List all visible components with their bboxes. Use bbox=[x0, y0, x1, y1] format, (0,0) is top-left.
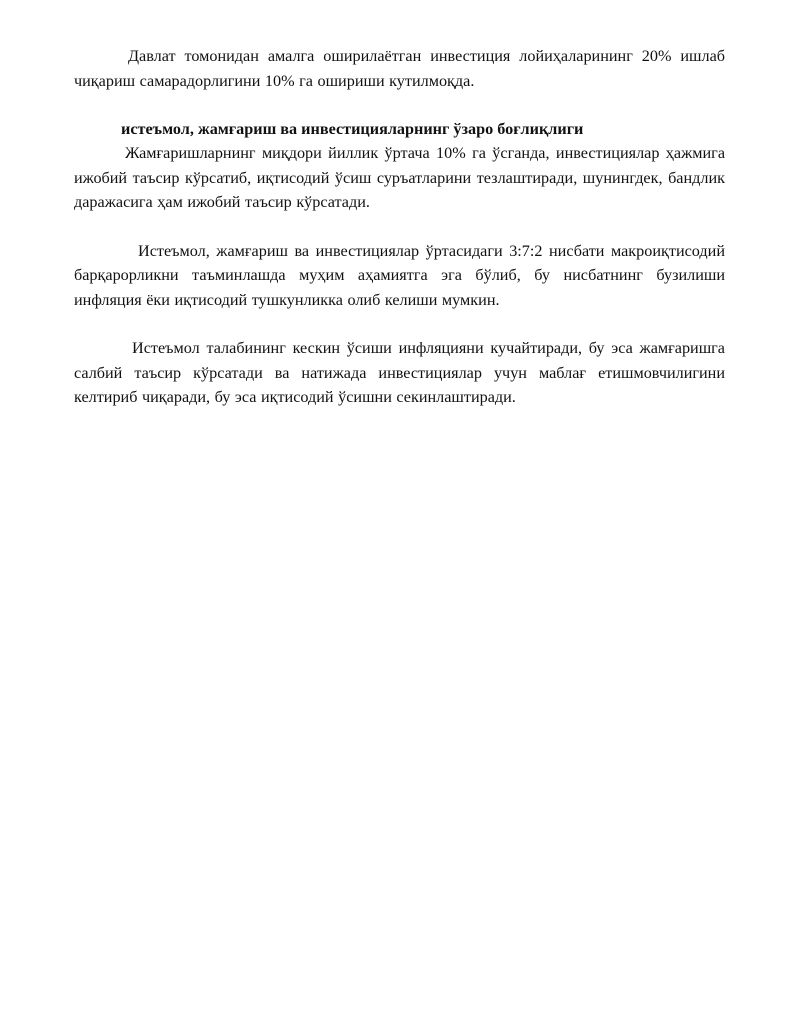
document-page bbox=[74, 44, 725, 410]
body-paragraph-savings: Жамғаришларнинг миқдори йиллик ўртача 10% га ўсганда, инвестициялар ҳажмига ижобий таъсир кўрсатиб, иқтисодий ўсиш суръатларини тезлаштиради, шунингдек, бандлик даражасига ҳам ижобий таъсир кўрсатади. bbox=[74, 144, 725, 211]
intro-paragraph: Давлат томонидан амалга оширилаётган инвестиция лойиҳаларининг 20% ишлаб чиқариш самарадорлигини 10% га ошириши кутилмоқда. bbox=[74, 47, 725, 90]
body-paragraph-consumption: Истеъмол талабининг кескин ўсиши инфляцияни кучайтиради, бу эса жамғаришга салбий таъсир кўрсатади ва натижада инвестициялар учун маблағ етишмовчилигини келтириб чиқаради, бу эса иқтисодий ўсишни секинлаштиради. bbox=[74, 339, 725, 406]
section-heading: истеъмол, жамғариш ва инвестицияларнинг ўзаро боғлиқлиги bbox=[121, 120, 584, 138]
body-paragraph-ratio: Истеъмол, жамғариш ва инвестициялар ўртасидаги 3:7:2 нисбати макроиқтисодий барқарорликни таъминлашда муҳим аҳамиятга эга бўлиб, бу нисбатнинг бузилиши инфляция ёки иқтисодий тушкунликка олиб келиши мумкин. bbox=[74, 241, 725, 309]
